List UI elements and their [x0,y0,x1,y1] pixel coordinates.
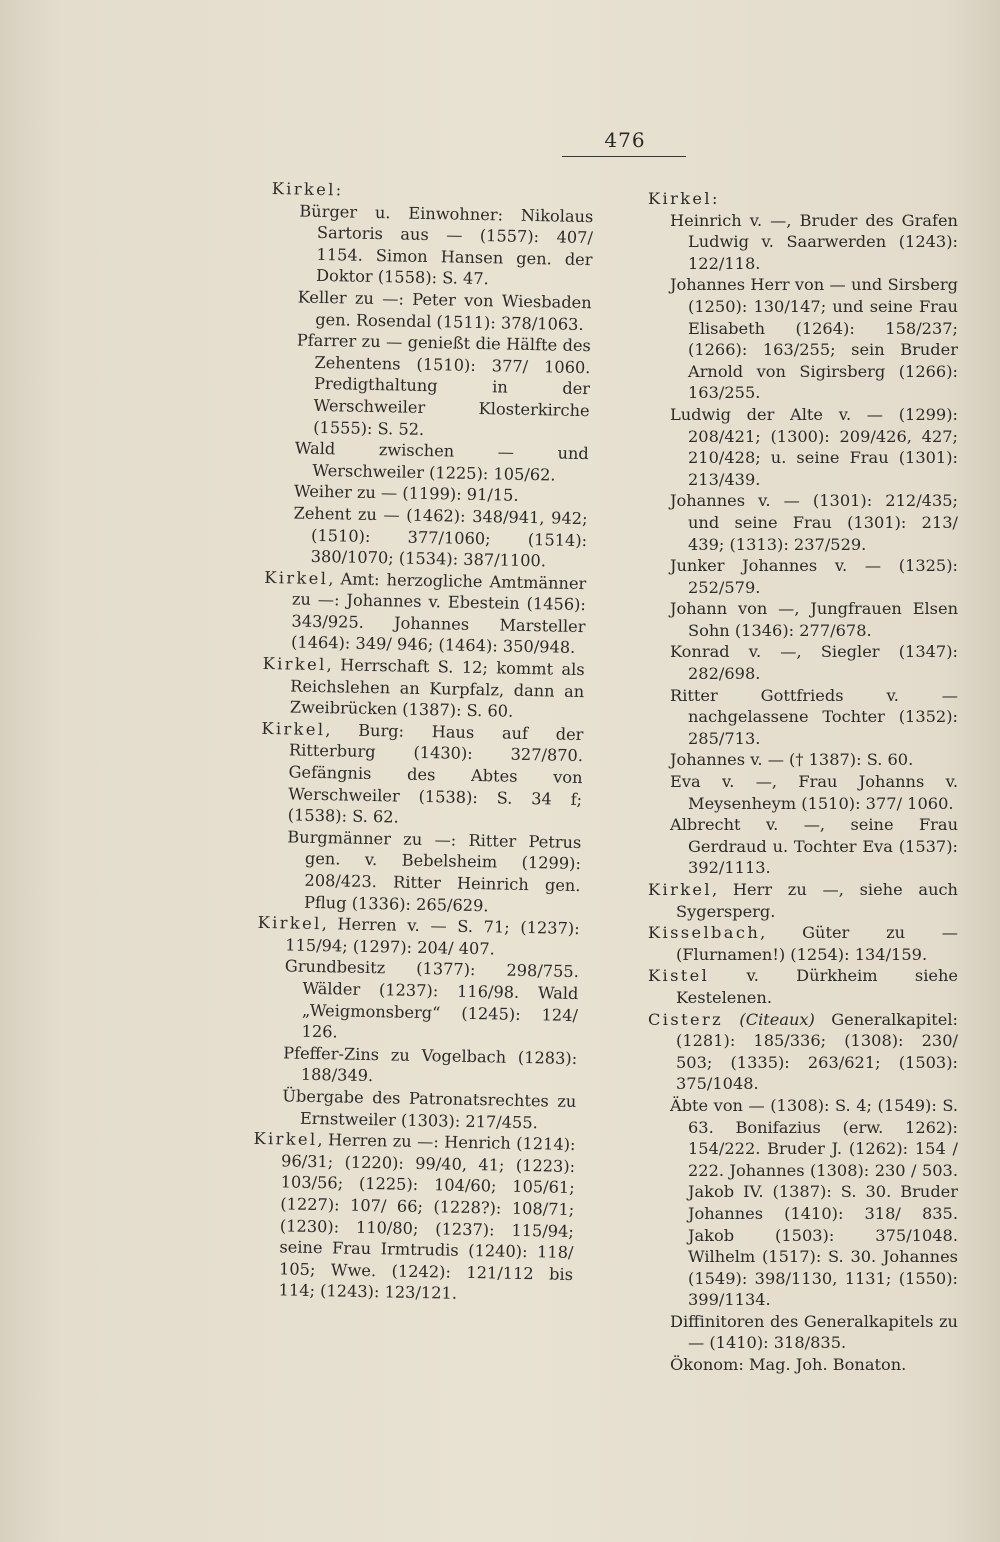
index-subentry: Johannes Herr von — und Sirsberg (1250): 130/147; und seine Frau Elisabeth (1264): 158/237; (1266): 163/255; sein Bruder Arnold von Sigirsberg (1266): 163/255. [670,275,958,403]
entry-text: Generalkapitel: (1281): 185/336; (1308): 230/ 503; (1335): 263/621; (1503): 375/1048. [676,1009,958,1094]
entry-keyword: Kirkel [257,913,322,934]
index-subentry: Äbte von — (1308): S. 4; (1549): S. 63. Bonifazius (erw. 1262): 154/222. Bruder J. (1262): 154 / 222. Johannes (1308): 230 / 503. Jakob IV. (1387): S. 30. Bruder Johannes (1410): 318/ 835. Jakob (1503): 375/1048. Wilhelm (1517): S. 30. Johannes (1549): 398/1130, 1131; (1550): 399/1134. [670,1095,958,1310]
index-entry [260,718,584,832]
left-column [250,178,593,1307]
index-subentry: Bürger u. Einwohner: Nikolaus Sartoris aus — (1557): 407/ 1154. Simon Hansen gen. der Doktor (1558): S. 47. [299,201,594,289]
index-subentry: Zehent zu — (1462): 348/941, 942; (1510): 377/1060; (1514): 380/1070; (1534): 387/1100. [293,503,588,571]
index-entry [648,1009,958,1095]
entry-text: v. Dürkheim siehe Kestelenen. [676,966,958,1007]
entry-keyword: Kirkel [253,1128,318,1150]
entry-text: , Burg: Haus auf der Ritterburg (1430): 327/870. Gefängnis des Abtes von Werschweiler (1538): S. 34 f; (1538): S. 62. [287,719,584,827]
entry-keyword: Kirkel [648,880,712,899]
index-entry [257,912,580,961]
index-subentry: Albrecht v. —, seine Frau Gerdraud u. Tochter Eva (1537): 392/1113. [670,815,958,878]
entry-text: , Amt: herzogliche Amtmänner zu —: Johannes v. Ebestein (1456): 343/925. Johannes Marsteller (1464): 349/ 946; (1464): 350/948. [290,568,587,658]
index-subentry: Pfarrer zu — genießt die Hälfte des Zehentens (1510): 377/ 1060. Predigthaltung in der Werschweiler Klosterkirche (1555): S. 52. [296,330,592,439]
index-subentry: Pfeffer-Zins zu Vogelbach (1283): 188/349. [283,1043,578,1086]
entry-keyword: Kistel [648,966,710,986]
index-entry [250,1128,575,1307]
index-subentry: Ritter Gottfrieds v. — nachgelassene Tochter (1352): 285/713. [670,685,958,748]
entry-keyword: Kirkel [264,567,329,588]
entry-keyword: Kisselbach [648,923,761,943]
entry-keyword: Kirkel [262,653,327,675]
entry-keyword: Kirkel [261,718,326,739]
index-heading: Kirkel: [648,189,720,208]
right-column [648,188,958,1376]
index-entry [263,567,587,660]
entry-text: , Herrschaft S. 12; kommt als Reichslehen an Kurpfalz, dann an Zweibrücken (1387): S. 60. [289,655,585,721]
index-subentry: Junker Johannes v. — (1325): 252/579. [670,556,958,597]
index-entry [262,653,585,724]
index-subentry: Ökonom: Mag. Joh. Bonaton. [670,1355,907,1375]
index-subentry: Wald zwischen — und Werschweiler (1225): 105/62. [294,438,589,485]
index-subentry: Burgmänner zu —: Ritter Petrus gen. v. Bebelsheim (1299): 208/423. Ritter Heinrich gen. Pflug (1336): 265/629. [287,827,582,915]
index-entry [648,965,958,1008]
header-rule [562,156,686,157]
page-number: 476 [604,128,646,152]
index-subentry: Johann von —, Jungfrauen Elsen Sohn (1346): 277/678. [670,599,958,640]
index-entry [648,879,958,922]
index-subentry: Grundbesitz (1377): 298/755. Wälder (1237): 116/98. Wald „Weigmonsberg“ (1245): 124/ 126. [284,956,579,1042]
entry-text: , Herren zu —: Henrich (1214): 96/31; (1220): 99/40, 41; (1223): 103/56; (1225): 104/60; 105/61; (1227): 107/ 66; (1228?): 108/71; (1230): 110/80; (1237): 115/94; seine Frau Irmtrudis (1240): 118/ 105; Wwe. (1242): 121/112 bis 114; (1243): 123/121. [278,1130,576,1304]
index-subentry: Konrad v. —, Siegler (1347): 282/698. [670,642,958,684]
index-subentry: Keller zu —: Peter von Wiesbaden gen. Rosendal (1511): 378/1063. [297,287,592,334]
index-subentry: Ludwig der Alte v. — (1299): 208/421; (1300): 209/426, 427; 210/428; u. seine Frau (1301): 213/439. [670,404,958,489]
index-heading: Kirkel: [271,178,344,200]
index-subentry: Eva v. —, Frau Johanns v. Meysenheym (1510): 377/ 1060. [670,772,958,813]
index-subentry: Johannes v. — († 1387): S. 60. [670,750,914,770]
index-entry [648,922,958,965]
index-subentry: Johannes v. — (1301): 212/435; und seine Frau (1301): 213/ 439; (1313): 237/529. [670,491,958,554]
entry-keyword: Cisterz [648,1009,724,1029]
index-subentry: Übergabe des Patronatsrechtes zu Ernstweiler (1303): 217/455. [282,1086,577,1132]
index-subentry: Diffinitoren des Generalkapitels zu — (1410): 318/835. [670,1311,958,1353]
index-subentry: Weiher zu — (1199): 91/15. [293,481,519,506]
entry-text: , Güter zu — (Flurnamen!) (1254): 134/159. [676,923,958,964]
entry-text: , Herren v. — S. 71; (1237): 115/94; (1297): 204/ 407. [285,914,580,959]
entry-italic: (Citeaux) [739,1009,815,1029]
entry-text: , Herr zu —, siehe auch Sygersperg. [676,880,958,921]
index-subentry: Heinrich v. —, Bruder des Grafen Ludwig v. Saarwerden (1243): 122/118. [670,210,958,273]
